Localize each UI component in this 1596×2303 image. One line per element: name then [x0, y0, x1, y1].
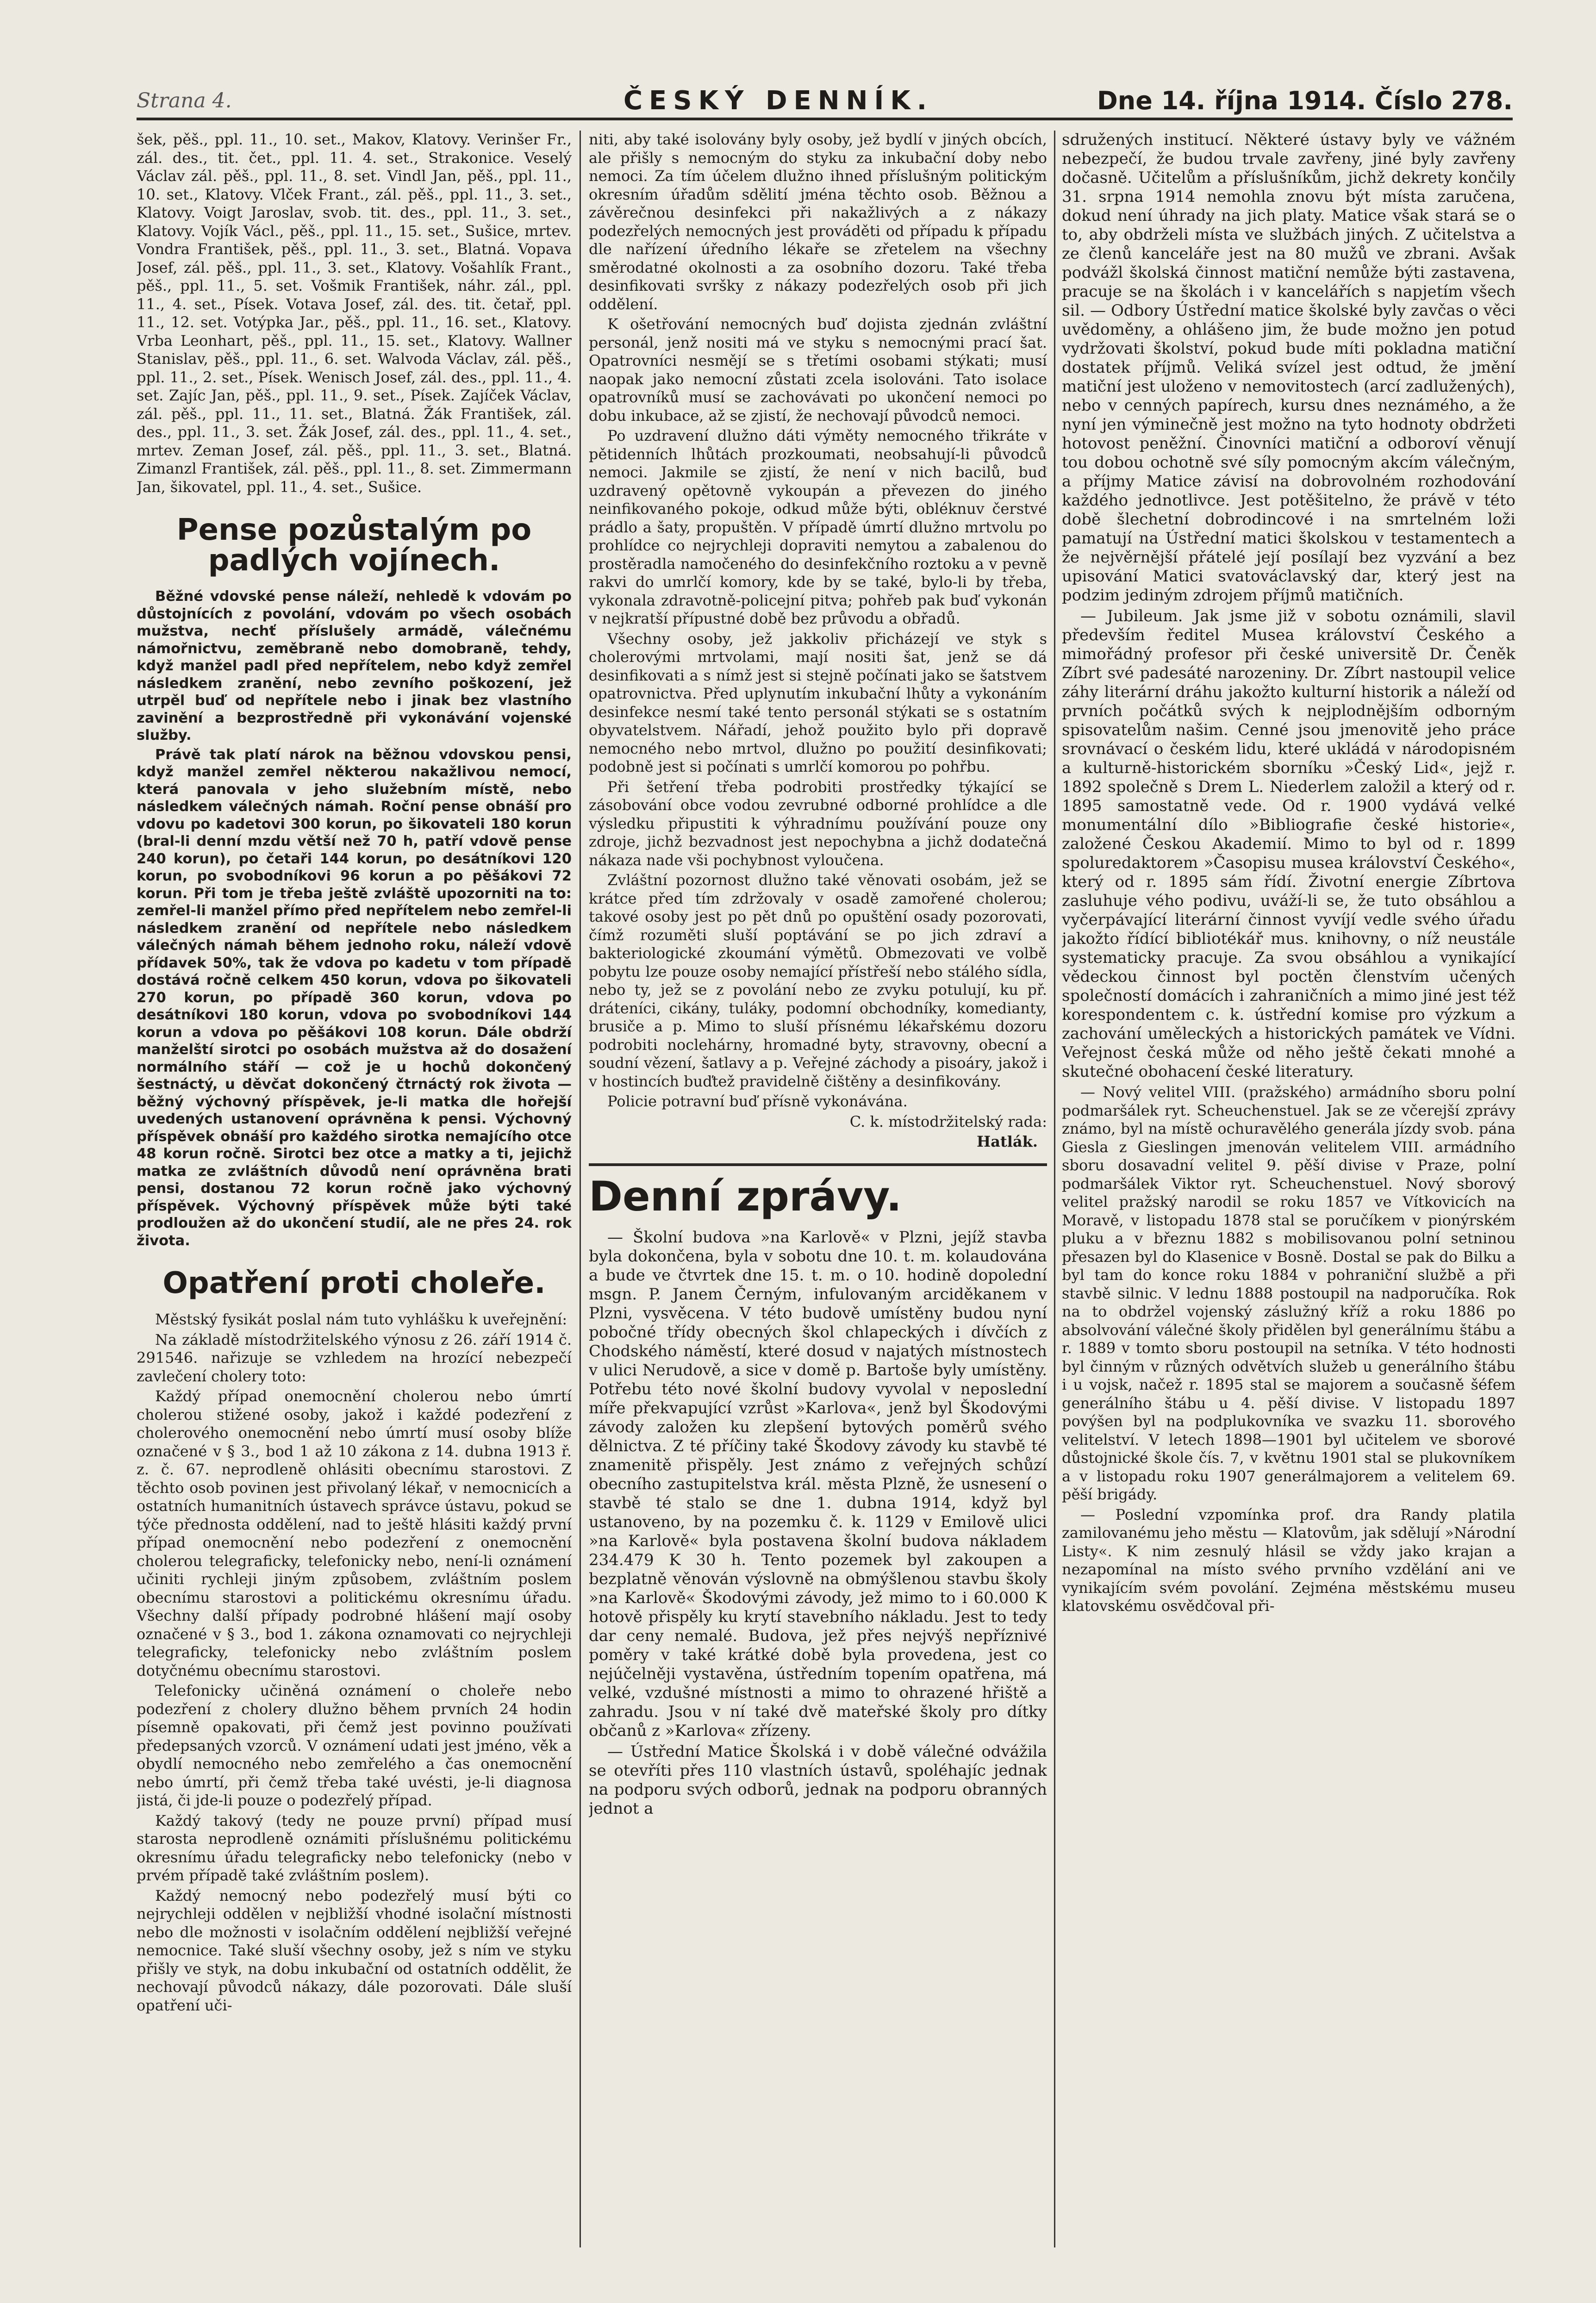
newspaper-title: ČESKÝ DENNÍK.	[623, 85, 934, 116]
cholera-paragraph: Všechny osoby, jež jakkoliv přicházejí ve styk s cholerovými mrtvolami, mají nositi šat, jenž se dá desinfikovati a s nímž jest si stejně počínati jako se šatstvem opatrovnictva. Před uplynutím inkubační lhůty a vykonáním desinfekce nesmí také tento personál stýkati se s ostatním obyvatelstvem. Nářadí, jehož použito bylo při dopravě nemocného nebo mrtvol, dlužno po použití desinfikovati; podobně jest si počínati s umrlčí komorou po pohřbu.	[589, 630, 1047, 775]
page-number: Strana 4.	[137, 88, 232, 112]
signature-name: Hatlák.	[977, 1133, 1038, 1150]
news-heading: Denní zprávy.	[589, 1172, 902, 1220]
signature-title: C. k. místodržitelský rada:	[849, 1112, 1047, 1130]
cholera-paragraph: Po uzdravení dlužno dáti výměty nemocného třikráte v pětidenních lhůtách prozkoumati, neobsahují-li původců nemoci. Jakmile se zjistí, že není v nich bacilů, buď uzdravený opětovně vykoupán a převezen do jiného neinfikovaného pokoje, odkud může býti, obléknuv čerstvé prádlo a šaty, propuštěn. V případě úmrtí dlužno mrtvolu po prohlídce co nejrychleji dopraviti nemytou a zabalenou do prostěradla namočeného do desinfekčního roztoku a v pevně rakvi do umrlčí komory, kde by se také, bylo-li by třeba, vykonala zdravotně-policejní pitva; pohřeb pak buď vykonán v nejkratší přípustné době bez průvodu a obřadů.	[589, 427, 1047, 627]
pension-paragraph: Právě tak platí nárok na běžnou vdovskou pensi, když manžel zemřel některou nakažlivou nemocí, která panovala v jeho služebním místě, nebo následkem válečných námah. Roční pense obnáší pro vdovu po kadetovi 300 korun, po šikovateli 180 korun (bral-li denní mzdu větší než 70 h, patří vdově pense 240 korun), po četaři 144 korun, po desátníkovi 120 korun, po svobodníkovi 96 korun a po pěšákovi 72 korun. Při tom je třeba ještě zvláště upozorniti na to: zemřel-li manžel přímo před nepřítelem nebo zemřel-li následkem zranění od nepřítele nebo následkem válečných námah během jednoho roku, náleží vdově přídavek 50%, tak že vdova po kadetu v tom případě dostává ročně celkem 450 korun, vdova po šikovateli 270 korun, po případě 360 korun, vdova po desátníkovi 180 korun, vdova po svobodníkovi 144 korun a vdova po pěšákovi 108 korun. Dále obdrží manželští sirotci po osobách mužstva až do dosažení normálního stáří — což je u hochů dokončený šestnáctý, u děvčat dokončený čtrnáctý rok života — běžný výchovný příspěvek, je-li matka dle hořejší uvedených ustanovení oprávněna k pensi. Výchovný příspěvek obnáší pro každého sirotka nemajícího otce 48 korun ročně. Sirotci bez otce a matky a ti, jejichž matka ze zvláštních důvodů není oprávněna brati pensi, dostanou 72 korun ročně jako výchovný příspěvek. Výchovný příspěvek může býti také prodloužen až do ukončení studií, ale ne přes 24. rok života.	[137, 746, 572, 1249]
page-header	[137, 83, 1513, 120]
cholera-paragraph: Telefonicky učiněná oznámení o choleře nebo podezření z cholery dlužno během prvních 24 hodin písemně opakovati, při čemž jest povinno používati předepsaných vzorců. V oznámení udati jest jméno, věk a obydlí nemocného nebo zemřelého a čas onemocnění nebo úmrtí, při čemž třeba také uvésti, je-li diagnosa jistá, či jde-li pouze o podezřelý případ.	[137, 1682, 572, 1809]
cholera-paragraph: Každý případ onemocnění cholerou nebo úmrtí cholerou stižené osoby, jakož i každé podezření z cholerového onemocnění nebo úmrtí musí osoby blíže označené v § 3., bod 1 až 10 zákona z 14. dubna 1913 ř. z. č. 67. neprodleně ohlásiti obecnímu starostovi. Z těchto osob povinen jest přivolaný lékař, v nemocnicích a ostatních humanitních ústavech správce ústavu, pokud se týče přednosta oddělení, nad to ještě hlásiti každý první případ onemocnění nebo podezření z onemocnění cholerou telegraficky, telefonicky nebo, není-li oznámení učiniti rychleji jiným způsobem, zvláštním poslem obecnímu starostovi a politickému okresnímu úřadu. Všechny další případy podrobné hlášení mají osoby označené v § 3., bod 1. zákona oznamovati co nejrychleji telegraficky, telefonicky nebo zvláštním poslem dotyčnému obecnímu starostovi.	[137, 1387, 572, 1679]
cholera-paragraph: Každý takový (tedy ne pouze první) případ musí starosta neprodleně oznámiti příslušnému politickému okresnímu úřadu telegraficky nebo telefonicky (nebo v prvém případě také zvláštním poslem).	[137, 1811, 572, 1884]
news-item: — Jubileum. Jak jsme již v sobotu oznámili, slavil především ředitel Musea království Českého a mimořádný profesor při české universitě Dr. Čeněk Zíbrt své padesáté narozeniny. Dr. Zíbrt nastoupil velice záhy literární dráhu jakožto kulturní historik a náleží od prvních počátků svých k nejplodnějším odborným spisovatelům našim. Cenné jsou jmenovitě jeho práce srovnávací o českém lidu, které ukládá v národopisném a kulturně-historickém sborníku »Český Lid«, jejž r. 1892 společně s Drem L. Niederlem založil a který od r. 1895 samostatně vede. Od r. 1900 vydává velké monumentální dílo »Bibliografie české historie«, založené Českou Akademií. Mimo to byl od r. 1899 spoluredaktorem »Časopisu musea království Českého«, který od r. 1895 sám řídí. Životní energie Zíbrtova zasluhuje vého podivu, uváží-li se, že tuto obsáhlou a vyčerpávající literární činnost vyvíjí vedle svého úřadu jakožto řídící bibliotékář mus. knihovny, o níž neustále systematicky pracuje. Za svou obsáhlou a vynikající vědeckou činnost byl poctěn členstvím učených společností domácích i zahraničních a mimo jiné jest též korespondentem c. k. ústřední komise pro výzkum a zachování uměleckých a historických památek ve Vídni. Veřejnost česká může od něho ještě čekati mnohé a skutečné obohacení české literatury.	[1062, 607, 1515, 1081]
column-2	[589, 131, 1047, 2247]
news-item: — Poslední vzpomínka prof. dra Randy platila zamilovanému jeho městu — Klatovům, jak sdělují »Národní Listy«. K nim zesnulý hlásil se vždy jako krajan a nezapomínal na místo svého prvního vzdělání ani ve vynikajícím svém povolání. Zejména městskému museu klatovskému osvědčoval při-	[1062, 1505, 1515, 1615]
section-divider	[589, 1163, 1047, 1166]
cholera-paragraph: Zvláštní pozornost dlužno také věnovati osobám, jež se krátce před tím zdržovaly v osadě zamořené cholerou; takové osoby jest po pět dnů po opuštění osady pozorovati, čímž rozuměti sluší poptávání se po jich zdraví a bakteriologické zkoumání výmětů. Obmezovati ve volbě pobytu lze pouze osoby nemající přístřeší nebo stálého sídla, nebo ty, jež se z povolání nebo ze zvyku potulují, ku př. dráteníci, cikány, tuláky, podomní obchodníky, komedianty, brusiče a p. Mimo to sluší přísnému lékařskému dozoru podrobiti noclehárny, hromadné byty, stravovny, obecní a soudní vězení, šatlavy a p. Veřejné záchody a pisoáry, jakož i v hostincích buďtež pravidelně čištěny a desinfikovány.	[589, 871, 1047, 1090]
cholera-paragraph: Při šetření třeba podrobiti prostředky týkající se zásobování obce vodou zevrubné odborné prohlídce a dle výsledku připustiti k výhradnímu používání pouze ony zdroje, jichž bezvadnost jest nepochybna a jichž dodatečná nákaza nade vši pochybnost vyloučena.	[589, 778, 1047, 869]
column-1	[137, 131, 572, 2247]
column-3	[1062, 131, 1515, 2247]
news-item: — Školní budova »na Karlově« v Plzni, jejíž stavba byla dokončena, byla v sobotu dne 10. t. m. kolaudována a bude ve čtvrtek dne 15. t. m. o 10. hodině dopolední msgn. P. Janem Černým, infulovaným arciděkanem v Plzni, vysvěcena. V této budově umístěny budou nyní pobočné třídy obecných škol chlapeckých i dívčích z Chodského náměstí, které dosud v najatých místnostech v ulici Nerudově, a sice v domě p. Bartoše byly umístěny. Potřebu této nové školní budovy vyvolal v neposlední míře překvapující vzrůst »Karlova«, jenž byl Škodovými závody založen ku zlepšení bytových poměrů svého dělnictva. Z té příčiny také Škodovy závody ku stavbě té znamenitě přispěly. Jest známo z veřejných schůzí obecního zastupitelstva král. města Plzně, že usnesení o stavbě té stalo se dne 1. dubna 1914, když byl ustanoveno, by na pozemku č. k. 1129 v Emilově ulici »na Karlově« byla postavena školní budova nákladem 234.479 K 30 h. Tento pozemek byl zakoupen a bezplatně věnován výslovně na obmýšlenou stavbu školy »na Karlově« Škodovými závody, jež mimo to i 60.000 K hotově přispěly ku krytí stavebního nákladu. Jest to tedy dar ceny nemalé. Budova, jež přes nejvýš nepříznivé poměry v také krátké době byla provedena, jest co nejúčelněji vystavěna, ústředním topením opatřena, má velké, vzdušné místnosti a mimo to ohrazené hřiště a zahradu. Jsou v ní také dvě mateřské školy pro dítky občanů z »Karlova« zřízeny.	[589, 1228, 1047, 1740]
pension-heading: Pense pozůstalým po padlých vojínech.	[176, 513, 532, 578]
pension-paragraph: Běžné vdovské pense náleží, nehledě k vdovám po důstojnících z povolání, vdovám po všech osobách mužstva, nechť příslušely armádě, válečnému námořnictvu, zeměbraně nebo domobraně, tehdy, když manžel padl před nepřítelem, nebo když zemřel následkem zranění, nebo zevního poškození, jež utrpěl buď od nepřítele nebo i jinak bez vlastního zavinění a bezprostředně při vykonávání vojenské služby.	[137, 588, 572, 743]
cholera-paragraph: Na základě místodržitelského výnosu z 26. září 1914 č. 291546. nařizuje se vzhledem na hrozící nebezpečí zavlečení cholery toto:	[137, 1330, 572, 1385]
cholera-paragraph: niti, aby také isolovány byly osoby, jež bydlí v jiných obcích, ale přišly s nemocným do styku za inkubační doby nebo nemoci. Za tím účelem dlužno ihned příslušným politickým okresním úřadům sdělití jména těchto osob. Běžnou a závěrečnou desinfekci při nakažlivých a z nákazy podezřelých nemocných jest prováděti od případu k případu dle nařízení úředního lékaře se zřetelem na všechny směrodatné okolnosti a za osobního dozoru. Také třeba desinfikovati svršky z nákazy podezřelých osob při jich oddělení.	[589, 131, 1047, 313]
cholera-paragraph: Policie potravní buď přísně vykonávána.	[607, 1092, 908, 1110]
column-rule	[1054, 131, 1055, 2247]
cholera-heading: Opatření proti choleře.	[162, 1266, 546, 1300]
cholera-paragraph: K ošetřování nemocných buď dojista zjednán zvláštní personál, jenž nositi má ve styku s nemocnými prací šat. Opatrovníci nesmějí se s třetími osobami stýkati; musí naopak jako nemocní zůstati zcela isolováni. Tato isolace opatrovníků musí se zachovávati po ukončení nemoci po dobu inkubace, až se zjistí, že nechovají původců nemoci.	[589, 315, 1047, 424]
news-item: — Nový velitel VIII. (pražského) armádního sboru polní podmaršálek ryt. Scheuchenstuel. Jak se ze včerejší zprávy známo, byl na místě ochuravělého generála jízdy svob. pána Giesla z Gieslingen jmenován velitelem VIII. armádního sboru dosavadní velitel 9. pěší divise v Praze, polní podmaršálek Viktor ryt. Scheuchenstuel. Nový sborový velitel pražský narodil se roku 1857 ve Vítkovicích na Moravě, v listopadu 1878 stal se poručíkem v pionýrském pluku a v březnu 1882 s mobilisovanou polní setninou přesazen byl do Klasenice v Bosně. Dostal se pak do Bilku a byl tam do konce roku 1884 v pohraniční službě a při stavbě silnic. V lednu 1888 postoupil na nadporučíka. Rok na to obdržel vojenský záslužný kříž a roku 1886 po absolvování válečné školy přidělen byl generálnímu štábu a r. 1889 v tomto sboru postoupil na setníka. V této hodnosti byl činným v různých odvětvích služeb u generálního štábu i u vojsk, načež r. 1895 stal se majorem a současně šéfem generálního štábu u 4. pěší divise. V listopadu 1897 povýšen byl na podplukovníka ve svazku 11. sborového velitelství. V letech 1898—1901 byl učitelem ve sborové důstojnické škole čís. 7, v květnu 1901 stal se plukovníkem a v listopadu roku 1907 generálmajorem a velitelem 69. pěší brigády.	[1062, 1083, 1515, 1503]
news-item: sdružených institucí. Některé ústavy byly ve vážném nebezpečí, že budou trvale zavřeny, jiné byly zavřeny dočasně. Učitelům a příslušníkům, jichž dekrety končily 31. srpna 1914 nemohla znovu být místa zaručena, dokud není úhrady na jich platy. Matice však stará se o to, aby obdrželi místa ve službách jiných. Z učitelstva a ze členů kanceláře jest na 80 mužů ve zbrani. Avšak podvážl školská činnost matiční nemůže býti zastavena, pracuje se na školách i v kancelářích s napjetím všech sil. — Odbory Ústřední matice školské byly zavčas o věci uvědoměny, a ohlášeno jim, že bude možno jen potud vydržovati školství, pokud bude míti pokladna matiční dostatek příjmů. Veliká svízel jest odtud, že jmění matiční jest uloženo v nemovitostech (arcí zadlužených), nebo v cenných papírech, kursu dnes neznámého, a že nyní jen výminečně jest možno na tyto hodnoty obdržeti hotovost peněžní. Činovníci matiční a odboroví věnují tou dobou ochotně své síly pomocným akcím válečným, a příjmy Matice závisí na dobrovolném rozhodování každého jednotlivce. Jest potěšitelno, že právě v této době šlechetní dobrodincové i na smrtelném loži pamatují na Ústřední matici školskou v testamentech a že nejvěrnější přátelé její posílají bez vyzvání a bez upisování Matici svatováclavský dar, který jest na podzim jediným zdrojem příjmů matičních.	[1062, 131, 1515, 605]
issue-date: Dne 14. října 1914. Číslo 278.	[1097, 86, 1513, 115]
cholera-paragraph: Městský fysikát poslal nám tuto vyhlášku k uveřejnění:	[155, 1311, 567, 1328]
column-rule	[580, 131, 581, 2247]
cholera-paragraph: Každý nemocný nebo podezřelý musí býti co nejrychleji oddělen v nejbližší vhodné isolační místnosti nebo dle možnosti v isolačním oddělení nejbližší veřejné nemocnice. Také sluší všechny osoby, jež s ním ve styku přišly ve styk, na dobu inkubační od ostatních oddělit, že nechovají původců nákazy, dále pozorovati. Dále sluší opatření uči-	[137, 1886, 572, 2014]
news-item: — Ústřední Matice Školská i v době válečné odvážila se otevříti přes 110 vlastních ústavů, spoléhajíc jednak na podporu svých odborů, jednak na podporu obranných jednot a	[589, 1742, 1047, 1818]
casualty-list: šek, pěš., ppl. 11., 10. set., Makov, Klatovy. Verinšer Fr., zál. des., tit. čet., ppl. 11. 4. set., Strakonice. Veselý Václav zál. pěš., ppl. 11., 8. set. Vindl Jan, pěš., ppl. 11., 10. set., Klatovy. Vlček Frant., zál. pěš., ppl. 11., 3. set., Klatovy. Voigt Jaroslav, svob. tit. des., ppl. 11., 3. set., Klatovy. Vojík Václ., pěš., ppl. 11., 15. set., Sušice, mrtev. Vondra František, pěš., ppl. 11., 3. set., Blatná. Vopava Josef, zál. pěš., ppl. 11., 3. set., Klatovy. Vošahlík Frant., pěš., ppl. 11., 5. set. Vošmik František, náhr. zál., ppl. 11., 4. set., Písek. Votava Josef, zál. des. tit. četař, ppl. 11., 12. set. Votýpka Jar., pěš., ppl. 11., 16. set., Klatovy. Vrba Leonhart, pěš., ppl. 11., 15. set., Klatovy. Wallner Stanislav, pěš., ppl. 11., 6. set. Walvoda Václav, zál. pěš., ppl. 11., 2. set., Písek. Wenisch Josef, zál. des., ppl. 11., 4. set. Zajíc Jan, pěš., ppl. 11., 9. set., Písek. Zajíček Václav, zál. pěš., ppl. 11., 11. set., Blatná. Žák František, zál. des., ppl. 11., 3. set. Žák Josef, zál. des., ppl. 11., 4. set., mrtev. Zeman Josef, zál. pěš., ppl. 11., 3. set., Blatná. Zimanzl František, zál. pěš., ppl. 11., 8. set. Zimmermann Jan, šikovatel, ppl. 11., 4. set., Sušice.	[137, 131, 572, 496]
